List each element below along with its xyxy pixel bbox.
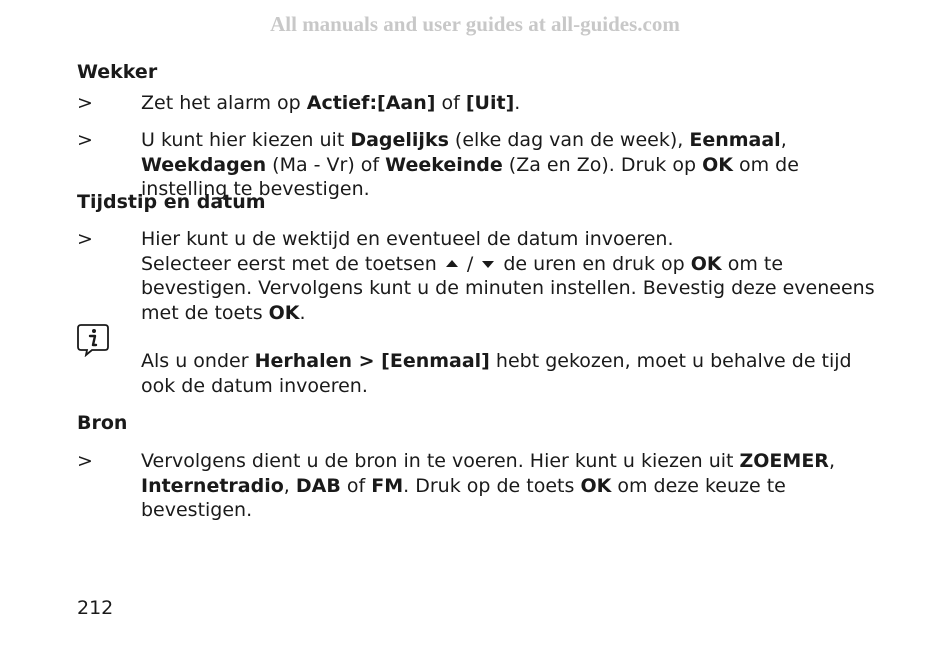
section-heading-time-date: Tijdstip en datum: [77, 191, 266, 213]
text: (Ma - Vr) of: [266, 153, 386, 176]
option-off: [Uit]: [465, 92, 515, 114]
page-number: 212: [77, 597, 114, 619]
text: ,: [283, 474, 296, 497]
text: om te bevestigen. Vervolgens kunt u de minuten instellen. Bevestig deze eveneens met de toets: [141, 252, 875, 324]
text: Als u onder: [141, 350, 255, 372]
option-weekend: Weekeinde: [385, 153, 503, 176]
text: U kunt hier kiezen uit: [141, 129, 351, 151]
list-item: [77, 91, 887, 116]
info-note: [77, 349, 887, 398]
list-item-text: [141, 227, 887, 325]
info-icon: [77, 323, 109, 357]
list-marker: >: [77, 92, 93, 114]
option-buzzer: ZOEMER: [739, 450, 829, 472]
list-item: [77, 449, 887, 523]
text: ,: [780, 129, 787, 151]
text: Zet het alarm op: [141, 92, 307, 114]
arrow-down-icon: [481, 259, 495, 269]
text: of: [435, 92, 466, 114]
text: Selecteer eerst met de toetsen: [141, 252, 443, 275]
list-item-text: [141, 91, 887, 116]
text: (elke dag van de week),: [448, 129, 690, 151]
text: hebt gekozen, moet u behalve de tijd ook de datum invoeren.: [141, 350, 852, 397]
text: om de instelling te bevestigen.: [141, 153, 799, 200]
key-ok: OK: [702, 153, 733, 176]
list-marker: >: [77, 228, 93, 250]
key-ok: OK: [268, 301, 300, 324]
list-marker: >: [77, 450, 93, 472]
option-once: Eenmaal: [689, 129, 781, 151]
option-active-on: Actief:[Aan]: [306, 92, 436, 114]
text: om deze keuze te bevestigen.: [141, 474, 786, 521]
list-item-text: [141, 449, 887, 523]
text: Vervolgens dient u de bron in te voeren. Hier kunt u kiezen uit: [141, 450, 740, 472]
text: Hier kunt u de wektijd en eventueel de datum invoeren.: [141, 228, 674, 250]
option-daily: Dagelijks: [350, 129, 449, 151]
text: /: [460, 252, 480, 275]
list-marker: >: [77, 129, 93, 151]
text: de uren en druk op: [497, 252, 691, 275]
text: of: [340, 474, 372, 497]
option-internet-radio: Internetradio: [141, 474, 284, 497]
arrow-up-icon: [445, 259, 459, 269]
menu-path: Herhalen > [Eenmaal]: [254, 350, 490, 372]
note-text: [141, 349, 887, 398]
watermark: All manuals and user guides at all-guides.com: [270, 12, 680, 36]
text: . Druk op de toets: [403, 474, 581, 497]
option-weekdays: Weekdagen: [141, 153, 267, 176]
key-ok: OK: [580, 474, 612, 497]
text: .: [299, 301, 306, 324]
section-heading-wekker: Wekker: [77, 61, 158, 83]
text: .: [514, 92, 521, 114]
option-fm: FM: [371, 474, 404, 497]
text: (Za en Zo). Druk op: [502, 153, 703, 176]
list-item: [77, 227, 887, 325]
key-ok: OK: [690, 252, 722, 275]
text: ,: [828, 450, 835, 472]
section-heading-source: Bron: [77, 412, 128, 434]
option-dab: DAB: [295, 474, 341, 497]
